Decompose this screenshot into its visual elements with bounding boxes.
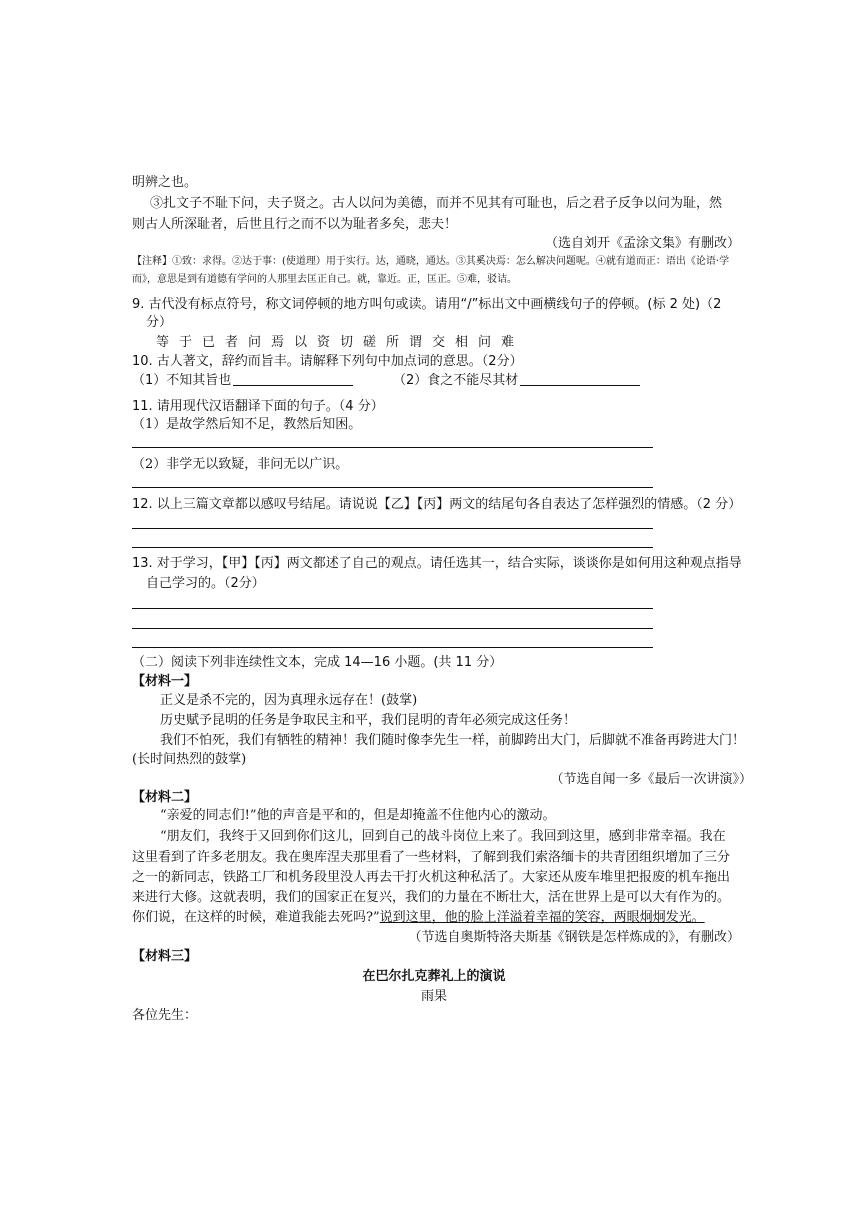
answer-blank[interactable] [520, 373, 640, 386]
answer-line[interactable] [132, 628, 653, 629]
answer-line[interactable] [132, 487, 653, 488]
answer-line[interactable] [132, 547, 653, 548]
note-line-1: 【注释】①致：求得。②达于事：(使道理）用于实行。达，通晓，通达。③其奚决焉：怎么解决问题呢。④就有道而正：语出《论语·学 [132, 256, 730, 267]
material-2-p1: “亲爱的同志们!”他的声音是平和的，但是却掩盖不住他内心的激动。 [160, 808, 556, 823]
material-1-title: 【材料一】 [132, 674, 198, 689]
material-1-p2: 历史赋予昆明的任务是争取民主和平，我们昆明的青年必须完成这任务！ [160, 713, 577, 728]
underlined-sentence: 说到这里，他的脸上洋溢着幸福的笑容，两眼炯炯发光。 [379, 910, 705, 925]
section-2-heading: （二）阅读下列非连续性文本，完成 14—16 小题。(共 11 分） [132, 655, 503, 670]
answer-line[interactable] [132, 608, 653, 609]
note-line-2: 而》，意思是到有道德有学问的人那里去匡正自己。就，靠近。正，匡正。⑤难，驳诘。 [132, 274, 517, 285]
question-10-1 [132, 372, 353, 389]
material-2-p2-line2: 这里看到了许多老朋友。我在奥库涅夫那里看了一些材料，了解到我们索洛缅卡的共青团组织增加了三分 [132, 850, 731, 865]
material-1-p1: 正义是杀不完的，因为真理永远存在！(鼓掌) [160, 693, 418, 708]
material-1-p4: (长时间热烈的鼓掌) [132, 752, 247, 767]
question-11-2: （2）非学无以致疑，非问无以广识。 [132, 457, 349, 472]
material-3-author: 雨果 [420, 989, 447, 1004]
material-3-heading: 在巴尔扎克葬礼上的演说 [362, 969, 506, 984]
passage-c-paragraph-3-cont: 则古人所深耻者，后世且行之而不以为耻者多矣，悲夫！ [132, 217, 458, 232]
material-2-p2-line1: “朋友们，我终于又回到你们这儿，回到自己的战斗岗位上来了。我回到这里，感到非常幸福。我在 [160, 829, 726, 844]
material-2-title: 【材料二】 [132, 790, 198, 805]
question-10: 10. 古人著文，辞约而旨丰。请解释下列句中加点词的意思。（2分） [132, 354, 523, 369]
question-9: 9. 古代没有标点符号，称文词停顿的地方叫句或读。请用“/”标出文中画横线句子的停顿。(标 2 处)（2 [132, 297, 722, 312]
question-11-1: （1）是故学然后知不足，教然后知困。 [132, 417, 362, 432]
question-10-2 [393, 372, 640, 389]
material-2-source: （节选自奥斯特洛夫斯基《钢铁是怎样炼成的》，有删改） [408, 930, 740, 945]
question-10-2-text: （2）食之不能尽其材 [393, 373, 519, 388]
question-12: 12. 以上三篇文章都以感叹号结尾。请说说【乙】【丙】两文的结尾句各自表达了怎样强烈的情感。（2 分） [132, 497, 742, 512]
material-2-p2-line4: 来进行大修。这就表明，我们的国家正在复兴，我们的力量在不断壮大，活在世界上是可以大有作为的。 [132, 890, 731, 905]
answer-line[interactable] [132, 447, 653, 448]
material-1-p3: 我们不怕死，我们有牺牲的精神！我们随时像李先生一样，前脚跨出大门，后脚就不准备再跨进大门！ [160, 733, 746, 748]
material-2-p2-line5 [132, 909, 705, 926]
prev-fragment: 明辨之也。 [132, 175, 198, 190]
material-3-title: 【材料三】 [132, 949, 198, 964]
material-2-p2-line5-text: 你们说，在这样的时候，难道我能去死吗?” [132, 910, 380, 925]
answer-line[interactable] [132, 528, 653, 529]
material-3-greeting: 各位先生： [132, 1008, 198, 1023]
question-10-1-text: （1）不知其旨也 [132, 373, 232, 388]
question-9-sentence: 等于已者问焉以资切磋所谓交相问难 [156, 335, 525, 350]
source-c: （选自刘开《孟涂文集》有删改） [544, 236, 740, 251]
question-9-cont: 分） [146, 315, 173, 330]
question-11: 11. 请用现代汉语翻译下面的句子。（4 分） [132, 399, 384, 414]
material-2-p2-line3: 之一的新同志，铁路工厂和机务段里没人再去干打火机这种私活了。大家还从废车堆里把报废的机车拖出 [132, 870, 731, 885]
question-13: 13. 对于学习，【甲】【丙】两文都述了自己的观点。请任选其一，结合实际，谈谈你是如何用这种观点指导 [132, 556, 742, 571]
passage-c-paragraph-3: ③扎文子不耻下问，夫子贤之。古人以问为美德，而并不见其有可耻也，后之君子反争以问为耻，然 [150, 196, 723, 211]
material-1-source: （节选自闻一多《最后一次讲演》） [550, 772, 752, 787]
answer-line[interactable] [132, 647, 653, 648]
question-13-cont: 自己学习的。（2分） [146, 576, 265, 591]
answer-blank[interactable] [233, 373, 353, 386]
